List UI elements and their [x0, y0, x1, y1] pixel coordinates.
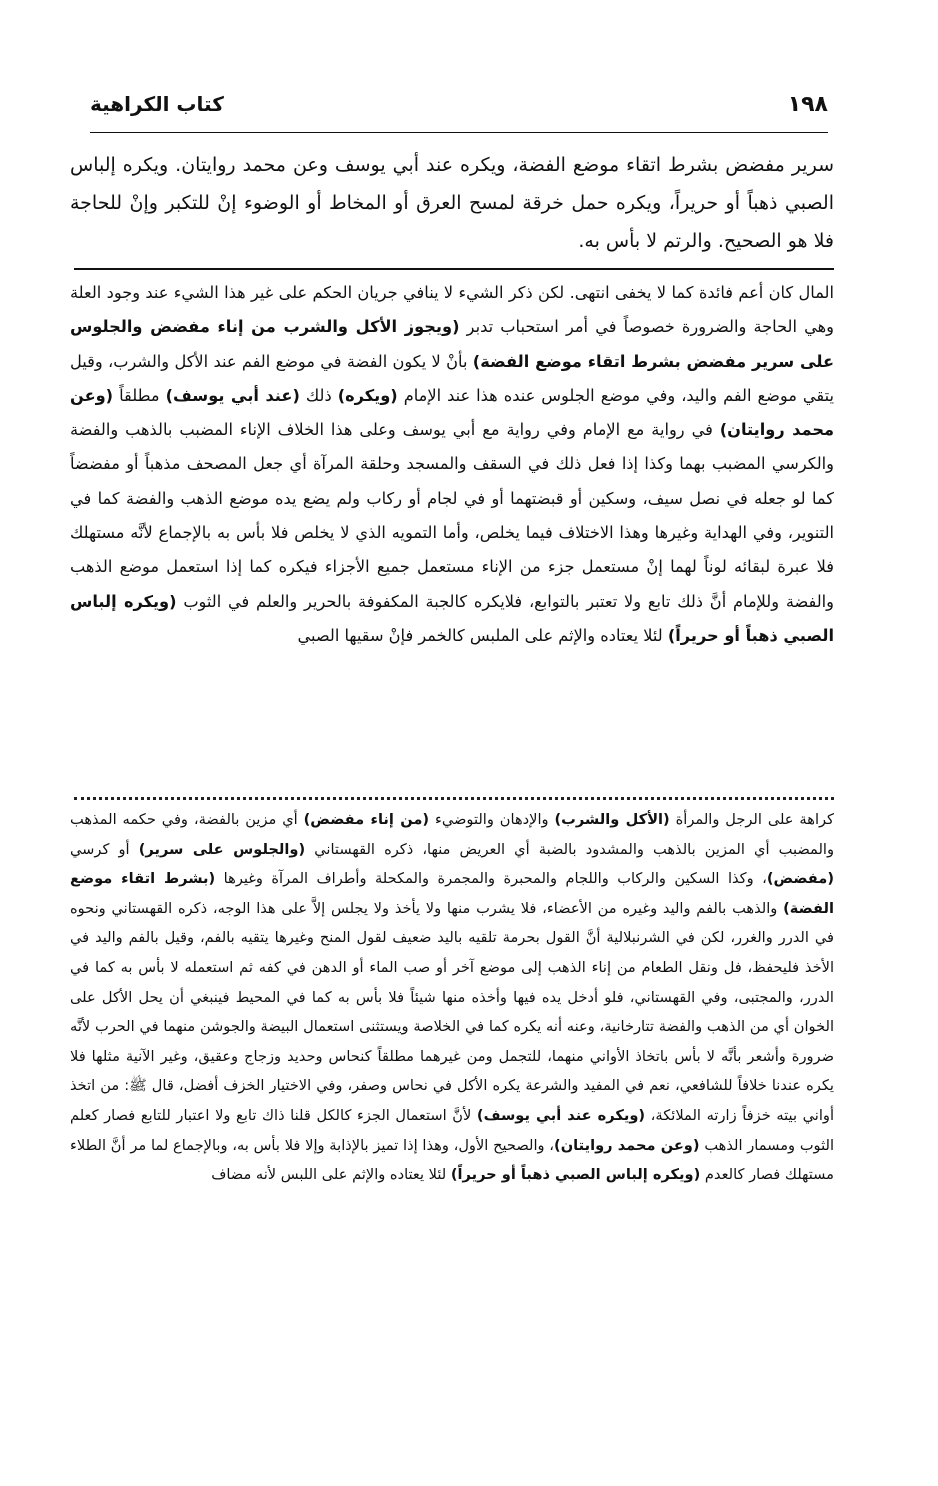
commentary-1-quote: (ويجوز الأكل والشرب من إناء مفضض والجلوس على سرير مفضض بشرط اتقاء موضع الفضة) — [70, 317, 834, 371]
commentary-2-quote: (ويكره إلباس الصبي ذهباً أو حريراً) — [450, 1166, 701, 1184]
commentary-1-text: في رواية مع الإمام وفي رواية مع أبي يوسف وعلى هذا الخلاف الإناء المضبب بالذهب والفضة والكرسي المضبب بهما وكذا إذا فعل ذلك في السقف والمسجد وحلقة المرآة أي جعل المصحف مذهباً أو مفضضاً كما لو جعله في نصل سيف، وسكين أو قبضتهما أو في لجام أو ركاب ولم يضع يده موضع الذهب والفضة كما في التنوير، وفي الهداية وغيرها وهذا الاختلاف فيما يخلص، وأما التمويه الذي لا يخلص فلا بأس به بالإجماع لأنَّه مستهلك فلا عبرة لبقائه لوناً لهما إنْ مستعمل جزء من الإناء مستعمل جميع الأجزاء فيكره كما إذا استعمل موضع الذهب والفضة وللإمام أنَّ ذلك تابع ولا تعتبر بالتوابع، فلايكره كالجبة المكفوفة بالحرير والعلم في الثوب — [70, 420, 834, 611]
commentary-2-text: لأنَّ استعمال الجزء كالكل قلنا ذاك تابع ولا اعتبار للتابع فصار كعلم الثوب ومسمار الذهب — [70, 1106, 835, 1154]
commentary-1-quote: (وعن محمد روايتان) — [70, 385, 835, 440]
commentary-1-text: مطلقاً — [113, 385, 166, 405]
main-text-separator — [74, 268, 834, 270]
commentary-2-quote: (الأكل والشرب) — [554, 811, 670, 828]
commentary-2-text: والإدهان والتوضيء — [429, 811, 555, 828]
commentary-2-quote: (بشرط اتقاء موضع الفضة) — [70, 870, 834, 917]
commentary-2-text: أو كرسي — [70, 840, 139, 858]
commentary-2-quote: (مفضض) — [766, 870, 834, 888]
page-number: ١٩٨ — [787, 92, 828, 117]
running-title: كتاب الكراهية — [90, 92, 224, 116]
commentary-block-2 — [70, 805, 834, 1190]
commentary-block-1 — [70, 276, 834, 653]
commentary-2-text: أي مزين بالفضة، وفي حكمه المذهب والمضبب أي المزين بالذهب والمشدود بالضبة أي العريض منها، ذكره القهستاني — [70, 811, 834, 858]
commentary-2-quote: (وعن محمد روايتان) — [554, 1136, 700, 1154]
commentary-1-quote: (عند أبي يوسف) — [165, 385, 300, 405]
commentary-2-text: والذهب بالفم واليد وغيره من الأعضاء، فلا يشرب منها ولا يأخذ ولا يجلس إلاَّ على هذا الوجه، ذكره القهستاني ونحوه في الدرر والغرر، لكن في الشرنبلالية أنَّ القول بحرمة تلقيه باليد ضعيف لقول المنح وغيرها يتقيه بالفم، وقيل بالفم واليد في الأخذ فليحفظ، فل ونقل الطعام من إناء الذهب إلى موضع آخر أو صب الماء أو الدهن في كفه ثم استعمله لا بأس به كما في الدرر، والمجتبى، وفي القهستاني، فلو أدخل يده فيها وأخذه منها شيئاً فلا بأس به كما في المحيط فينبغي أن يحل الأكل على الخوان أي من الذهب والفضة تتارخانية، وعنه أنه يكره كما في الخلاصة ويستثنى استعمال البيضة والجوشن منهما في الحرب لأنَّه ضرورة وأشعر بأنَّه لا بأس باتخاذ الأواني منهما، للتجمل ومن غيرهما مطلقاً كنحاس وحديد وزجاج وعقيق، وغير الآنية مثلها فلا يكره عندنا خلافاً للشافعي، نعم في المفيد والشرعة يكره الأكل في نحاس وصفر، وفي الاختيار الخزف أفضل، قال ﷺ: من اتخذ أواني بيته خزفاً زارته الملائكة، — [70, 899, 834, 1124]
main-text-paragraph: سرير مفضض بشرط اتقاء موضع الفضة، ويكره عند أبي يوسف وعن محمد روايتان. ويكره إلباس الصبي ذهباً أو حريراً، ويكره حمل خرقة لمسح العرق أو المخاط أو الوضوء إنْ للتكبر وإنْ للحاجة فلا هو الصحيح. والرتم لا بأس به. — [70, 154, 834, 252]
commentary-separator — [74, 797, 834, 800]
commentary-2-quote: (من إناء مفضض) — [303, 811, 430, 828]
commentary-2-text: لئلا يعتاده والإثم على اللبس لأنه مضاف — [211, 1166, 451, 1184]
commentary-2-text: ، وكذا السكين والركاب واللجام والمحبرة والمجمرة والمكحلة وأطراف المرآة وغيرها — [215, 870, 767, 888]
commentary-1-paragraph — [70, 276, 834, 653]
commentary-1-text: بأنْ لا يكون الفضة في موضع الفم عند الأكل والشرب، وقيل يتقي موضع الفم واليد، وفي موضع الجلوس عنده هذا عند الإمام — [70, 351, 834, 405]
commentary-1-text: ذلك — [299, 385, 338, 405]
commentary-1-text: لئلا يعتاده والإثم على الملبس كالخمر فإنْ سقيها الصبي — [297, 625, 668, 645]
commentary-2-quote: (والجلوس على سرير) — [138, 840, 306, 858]
commentary-2-text: ، والصحيح الأول، وهذا إذا تميز بالإذابة وإلا فلا بأس به، وبالإجماع لما مر أنَّ الطلاء مستهلك فصار كالعدم — [70, 1136, 834, 1184]
main-text-block — [70, 146, 834, 260]
page-header — [90, 88, 828, 133]
commentary-1-quote: (ويكره إلباس الصبي ذهباً أو حريراً) — [70, 591, 834, 645]
commentary-2-quote: (ويكره عند أبي يوسف) — [476, 1106, 646, 1124]
commentary-2-text: كراهة على الرجل والمرأة — [669, 811, 834, 828]
commentary-1-text: المال كان أعم فائدة كما لا يخفى انتهى. لكن ذكر الشيء لا ينافي جريان الحكم على غير هذا الشيء عند وجود العلة وهي الحاجة والضرورة خصوصاً في أمر استحباب تدبر — [70, 283, 834, 337]
commentary-2-paragraph — [70, 805, 834, 1190]
commentary-1-quote: (ويكره) — [337, 385, 398, 405]
